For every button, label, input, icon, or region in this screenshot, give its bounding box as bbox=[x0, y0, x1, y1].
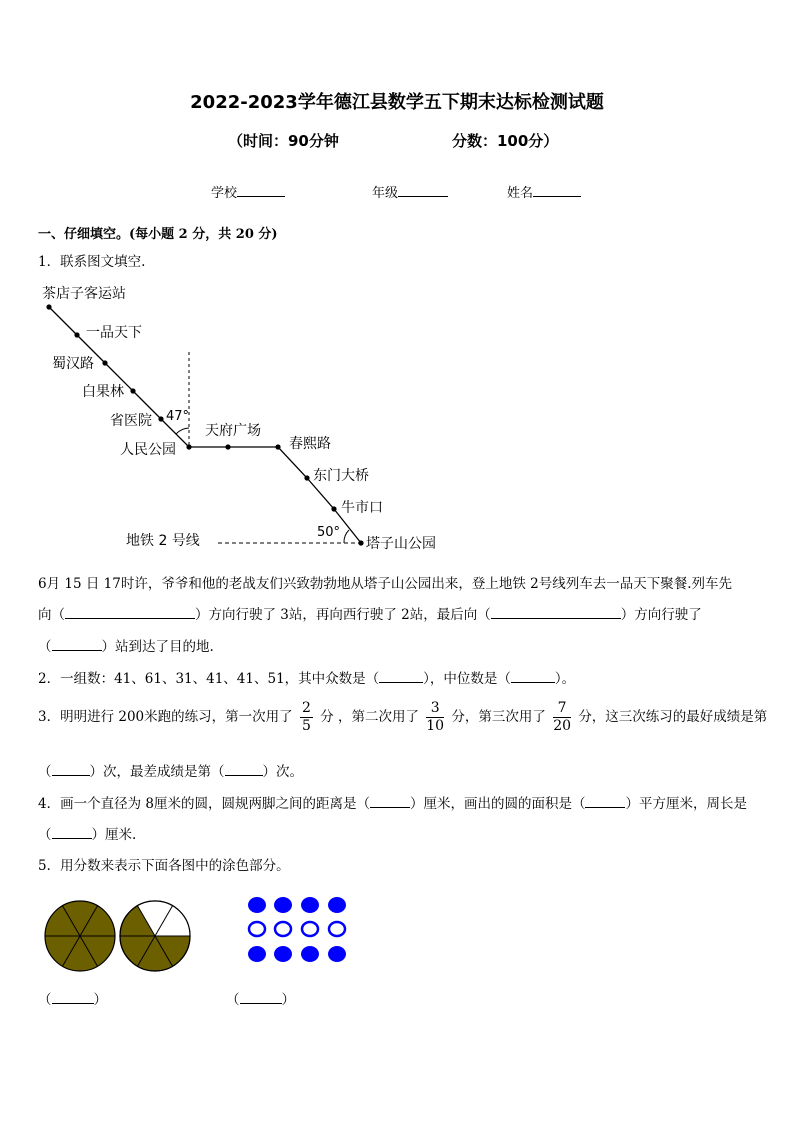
dot-outline bbox=[249, 922, 265, 936]
station-label: 天府广场 bbox=[205, 423, 261, 439]
station-dot bbox=[225, 444, 230, 449]
q1-blank-stations[interactable] bbox=[52, 637, 102, 651]
q1-text-c bbox=[38, 635, 214, 655]
q4-blank-area[interactable] bbox=[585, 794, 625, 808]
dot-filled bbox=[301, 946, 319, 962]
q3-text-5: （ bbox=[38, 764, 52, 780]
q1-text-b2: ）方向行驶了 3站，再向西行驶了 2站，最后向（ bbox=[195, 607, 491, 623]
station-dot bbox=[74, 332, 79, 337]
station-label: 牛市口 bbox=[341, 500, 383, 516]
q2-text bbox=[38, 667, 575, 687]
q3-blank-best[interactable] bbox=[52, 762, 90, 776]
angle-arc-bottom bbox=[344, 530, 349, 543]
q5-paren-open: （ bbox=[38, 992, 52, 1008]
school-input[interactable] bbox=[237, 183, 285, 197]
q1-text-b1: 向（ bbox=[38, 607, 65, 623]
name-label: 姓名 bbox=[507, 186, 534, 201]
q4-blank-distance[interactable] bbox=[370, 794, 410, 808]
station-dot bbox=[358, 540, 363, 545]
dot-filled bbox=[328, 897, 346, 913]
q2-text-1: 2．一组数：41、61、31、41、41、51，其中众数是（ bbox=[38, 671, 380, 687]
q3-text-7: ）次。 bbox=[262, 764, 303, 780]
q5-prompt: 5．用分数来表示下面各图中的涂色部分。 bbox=[38, 858, 290, 874]
station-label: 春熙路 bbox=[289, 436, 331, 452]
angle-label-top: 47° bbox=[166, 409, 190, 424]
q3-text-2: 分 ，第二次用了 bbox=[320, 709, 419, 725]
dot-outline bbox=[275, 922, 291, 936]
q2-blank-mode[interactable] bbox=[379, 669, 423, 683]
section-heading: 一、仔细填空。(每小题 2 分，共 20 分) bbox=[38, 227, 278, 242]
q2-blank-median[interactable] bbox=[511, 669, 555, 683]
name-field bbox=[507, 182, 581, 201]
school-field bbox=[211, 182, 285, 201]
q3-line-2 bbox=[38, 760, 303, 780]
station-label: 塔子山公园 bbox=[366, 536, 436, 552]
q5-answer-right bbox=[226, 988, 295, 1008]
q3-fraction-1: $\frac{2}{5}$ bbox=[301, 700, 311, 734]
station-label: 茶店子客运站 bbox=[42, 286, 126, 302]
q4-text-5: ）厘米. bbox=[91, 827, 137, 843]
q4-text-4: （ bbox=[38, 827, 52, 843]
exam-time: （时间：90分钟 bbox=[228, 132, 339, 150]
station-dot bbox=[275, 444, 280, 449]
name-input[interactable] bbox=[533, 183, 581, 197]
q4-text-1: 4．画一个直径为 8厘米的圆，圆规两脚之间的距离是（ bbox=[38, 796, 370, 812]
grade-field bbox=[372, 182, 448, 201]
dot-filled bbox=[301, 897, 319, 913]
exam-score: 分数：100分） bbox=[452, 132, 559, 150]
station-label: 省医院 bbox=[110, 413, 152, 429]
station-label: 白果林 bbox=[82, 384, 124, 400]
q2-text-3: ）。 bbox=[554, 671, 576, 687]
q4-text-3: ）平方厘米，周长是 bbox=[625, 796, 747, 812]
q4-blank-circumference[interactable] bbox=[52, 825, 92, 839]
q5-paren-close: ） bbox=[281, 992, 295, 1008]
station-dot bbox=[186, 444, 191, 449]
dot-filled bbox=[328, 946, 346, 962]
q2-text-2: ），中位数是（ bbox=[423, 671, 511, 687]
dot-filled bbox=[248, 946, 266, 962]
q3-fraction-2: $\frac{3}{10}$ bbox=[426, 700, 445, 734]
station-label: 一品天下 bbox=[86, 325, 142, 341]
station-dot bbox=[46, 304, 51, 309]
q4-line-1 bbox=[38, 792, 747, 812]
dot-outline bbox=[302, 922, 318, 936]
q4-line-2 bbox=[38, 823, 136, 843]
q5-blank-dots[interactable] bbox=[240, 990, 282, 1004]
dot-outline bbox=[329, 922, 345, 936]
grade-label: 年级 bbox=[372, 186, 399, 201]
station-label: 东门大桥 bbox=[313, 468, 369, 484]
station-label: 人民公园 bbox=[120, 442, 176, 458]
q1-text-b bbox=[38, 603, 702, 623]
q1-text-b3: ）方向行驶了 bbox=[620, 607, 702, 623]
q1-blank-direction-2[interactable] bbox=[491, 605, 621, 619]
dots-figure bbox=[245, 894, 355, 966]
q5-blank-circles[interactable] bbox=[52, 990, 94, 1004]
q3-blank-worst[interactable] bbox=[225, 762, 263, 776]
metro-line-label: 地铁 2 号线 bbox=[126, 533, 200, 549]
q4-text-2: ）厘米，画出的圆的面积是（ bbox=[409, 796, 586, 812]
q1-blank-direction-1[interactable] bbox=[65, 605, 195, 619]
station-label: 蜀汉路 bbox=[52, 356, 94, 372]
q1-text-c2: ）站到达了目的地. bbox=[101, 639, 214, 655]
q1-prompt: 1．联系图文填空. bbox=[38, 254, 146, 270]
q3-text-6: ）次，最差成绩是第（ bbox=[89, 764, 225, 780]
q5-paren-close: ） bbox=[93, 992, 107, 1008]
q1-text-a: 6月 15 日 17时许，爷爷和他的老战友们兴致勃勃地从塔子山公园出来，登上地铁 2号线列车去一品天下聚餐.列车先 bbox=[38, 576, 732, 592]
q5-paren-open: （ bbox=[226, 992, 240, 1008]
station-dot bbox=[304, 475, 309, 480]
dot-filled bbox=[274, 946, 292, 962]
dot-filled bbox=[274, 897, 292, 913]
metro-map bbox=[0, 270, 460, 560]
page-title: 2022-2023学年德江县数学五下期末达标检测试题 bbox=[190, 92, 604, 113]
shaded-circles-figure bbox=[38, 893, 198, 978]
station-dot bbox=[130, 388, 135, 393]
angle-arc-top bbox=[176, 428, 189, 434]
station-dot bbox=[158, 416, 163, 421]
q3-text-4: 分，这三次练习的最好成绩是第 bbox=[578, 709, 768, 725]
q3-line-1 bbox=[38, 700, 767, 735]
q3-text-1: 3．明明进行 200米跑的练习，第一次用了 bbox=[38, 709, 293, 725]
station-dot bbox=[331, 506, 336, 511]
circle-fully-shaded bbox=[45, 901, 115, 971]
dot-filled bbox=[248, 897, 266, 913]
q3-text-3: 分，第三次用了 bbox=[451, 709, 546, 725]
q1-text-c1: （ bbox=[38, 639, 52, 655]
station-dot bbox=[102, 360, 107, 365]
angle-label-bottom: 50° bbox=[317, 525, 341, 540]
q3-fraction-3: $\frac{7}{20}$ bbox=[553, 700, 572, 734]
grade-input[interactable] bbox=[398, 183, 448, 197]
school-label: 学校 bbox=[211, 186, 238, 201]
circle-partially-shaded bbox=[120, 901, 190, 971]
q5-answer-left bbox=[38, 988, 107, 1008]
